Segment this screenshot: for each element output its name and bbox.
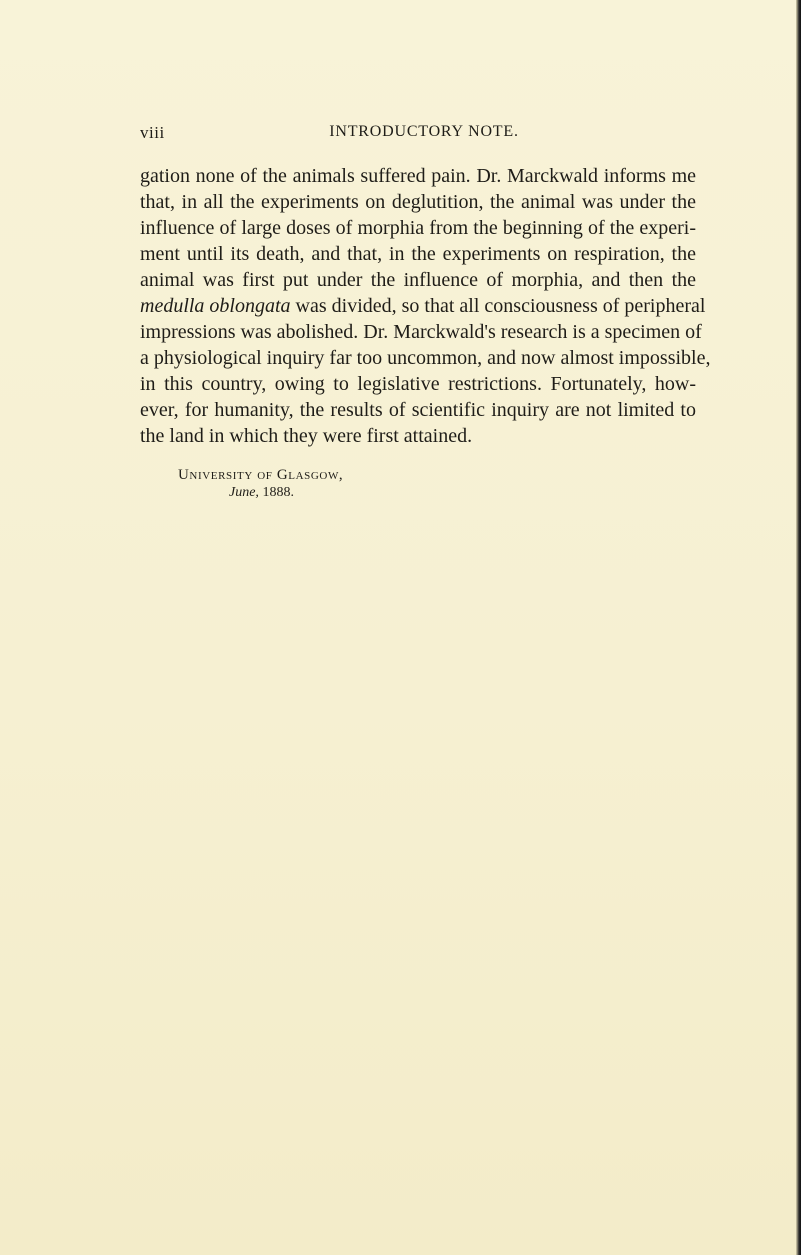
signature-block: [178, 466, 343, 502]
page-number: viii: [140, 123, 165, 142]
text-line: ever, for humanity, the results of scientific inquiry are not limited to: [140, 399, 696, 421]
institution-line: University of Glasgow,: [178, 467, 344, 483]
page-edge-shadow: [796, 0, 801, 1255]
page-header: [140, 123, 696, 145]
text-line: that, in all the experiments on deglutition, the animal was under the: [140, 191, 696, 213]
text-line: ment until its death, and that, in the experiments on respiration, the: [140, 243, 696, 265]
text-line: influence of large doses of morphia from the beginning of the experi-: [140, 217, 696, 239]
text-line-rest: was divided, so that all consciousness of peripheral: [295, 295, 706, 317]
date-year: 1888.: [262, 485, 294, 500]
text-line-with-italic: [140, 293, 706, 319]
date-line: [178, 484, 343, 502]
text-line: a physiological inquiry far too uncommon, and now almost impossible,: [140, 347, 711, 369]
body-paragraph: [140, 163, 711, 449]
text-line: gation none of the animals suffered pain. Dr. Marckwald informs me: [140, 165, 696, 187]
text-line: in this country, owing to legislative restrictions. Fortunately, how-: [140, 373, 696, 395]
running-head: INTRODUCTORY NOTE.: [329, 123, 519, 140]
text-line: impressions was abolished. Dr. Marckwald's research is a specimen of: [140, 321, 702, 343]
italic-term: medulla oblongata: [140, 295, 291, 317]
text-line: animal was first put under the influence of morphia, and then the: [140, 269, 696, 291]
text-line: the land in which they were first attained.: [140, 425, 473, 447]
date-month: June,: [229, 485, 259, 500]
